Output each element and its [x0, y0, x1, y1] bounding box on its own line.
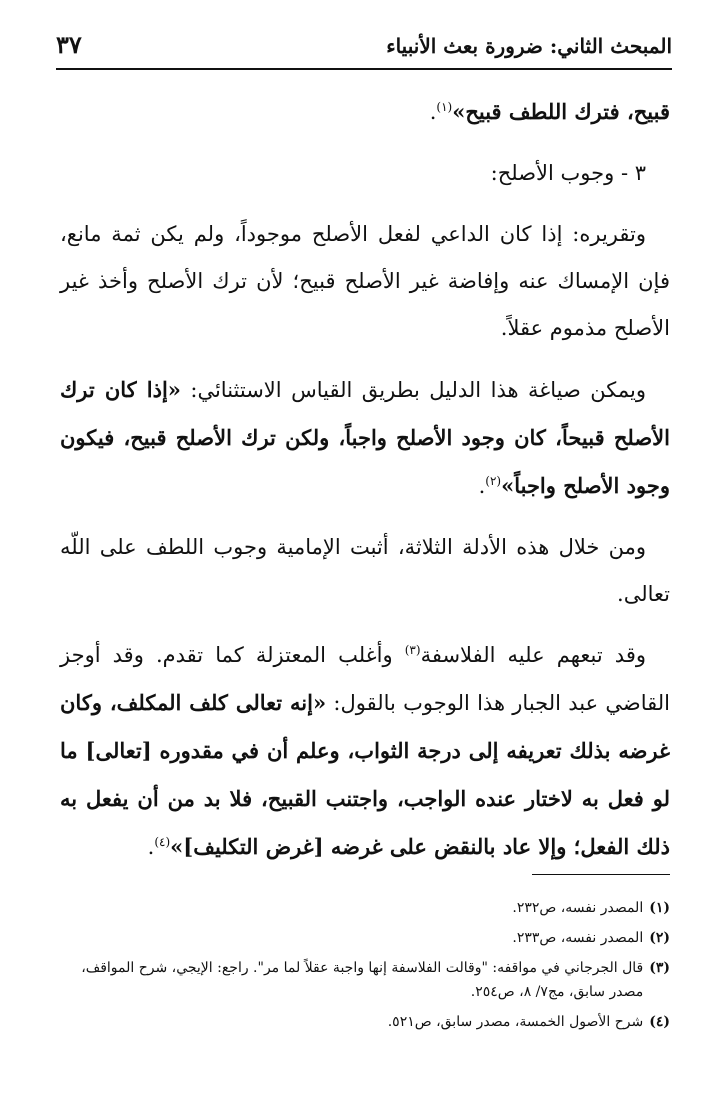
quoted-text: قبيح، فترك اللطف قبيح»: [452, 99, 670, 124]
footnote-number: (١): [649, 900, 670, 916]
text-segment: وأغلب المعتزلة كما تقدم. وقد أوجز القاضي عبد الجبار هذا الوجوب بالقول:: [60, 643, 671, 715]
text-segment: .: [478, 474, 486, 498]
running-title: المبحث الثاني: ضرورة بعث الأنبياء: [386, 34, 672, 58]
footnote: [56, 896, 670, 920]
paragraph: [60, 211, 670, 352]
text-segment: ويمكن صياغة هذا الدليل بطريق القياس الاستثنائي:: [180, 378, 646, 402]
footnote-number: (٣): [649, 960, 670, 976]
footnote-number: (٢): [649, 930, 670, 946]
text-segment: ٣ - وجوب الأصلح:: [490, 161, 646, 185]
main-text: [60, 88, 670, 885]
footnote: [56, 956, 670, 1004]
footnote-number: (٤): [649, 1014, 670, 1030]
footnote: [56, 1010, 670, 1034]
text-segment: .: [147, 835, 155, 859]
paragraph: [60, 632, 670, 871]
quoted-text: «إنه تعالى كلف المكلف، وكان غرضه بذلك تعريفه إلى درجة الثواب، وعلم أن في مقدوره [تعالى] ما لو فعل به لاختار عنده الواجب، واجتنب القبيح، فلا بد من أن يفعل به ذلك الفعل؛ وإلا عاد بالنقض على غرضه [غرض التكليف]»: [60, 690, 670, 859]
footnote-divider: [532, 874, 670, 875]
footnote-reference: (٢): [485, 474, 502, 488]
footnote-text: شرح الأصول الخمسة، مصدر سابق، ص٥٢١.: [387, 1014, 644, 1030]
footnote-reference: (١): [436, 100, 453, 114]
page-number: ٣٧: [56, 30, 82, 59]
footnote-text: المصدر نفسه، ص٢٣٢.: [512, 900, 644, 916]
text-segment: .: [429, 100, 437, 124]
paragraph: [60, 150, 670, 197]
page-header: [56, 28, 672, 70]
footnote: [56, 926, 670, 950]
paragraph: [60, 366, 670, 510]
footnote-text: المصدر نفسه، ص٢٣٣.: [512, 930, 644, 946]
text-segment: وقد تبعهم عليه الفلاسفة: [420, 643, 647, 667]
paragraph: [60, 524, 670, 618]
text-segment: ومن خلال هذه الأدلة الثلاثة، أثبت الإمامية وجوب اللطف على اللّه تعالى.: [60, 535, 670, 606]
paragraph: [60, 88, 670, 136]
text-segment: وتقريره: إذا كان الداعي لفعل الأصلح موجوداً، ولم يكن ثمة مانع، فإن الإمساك عنه وإفاضة غير الأصلح قبيح؛ لأن ترك الأصلح وأخذ غير الأصلح مذموم عقلاً.: [60, 222, 670, 340]
footnote-reference: (٣): [404, 643, 421, 657]
footnote-text: قال الجرجاني في مواقفه: "وقالت الفلاسفة إنها واجبة عقلاً لما مر". راجع: الإيجي، شرح المواقف، مصدر سابق، مج٧/ ٨، ص٢٥٤.: [81, 960, 644, 1000]
quoted-text: «إذا كان ترك الأصلح قبيحاً، كان وجود الأصلح واجباً، ولكن ترك الأصلح قبيح، فيكون وجود الأصلح واجباً»: [60, 377, 670, 498]
footnote-reference: (٤): [154, 835, 171, 849]
footnotes: [56, 896, 670, 1040]
